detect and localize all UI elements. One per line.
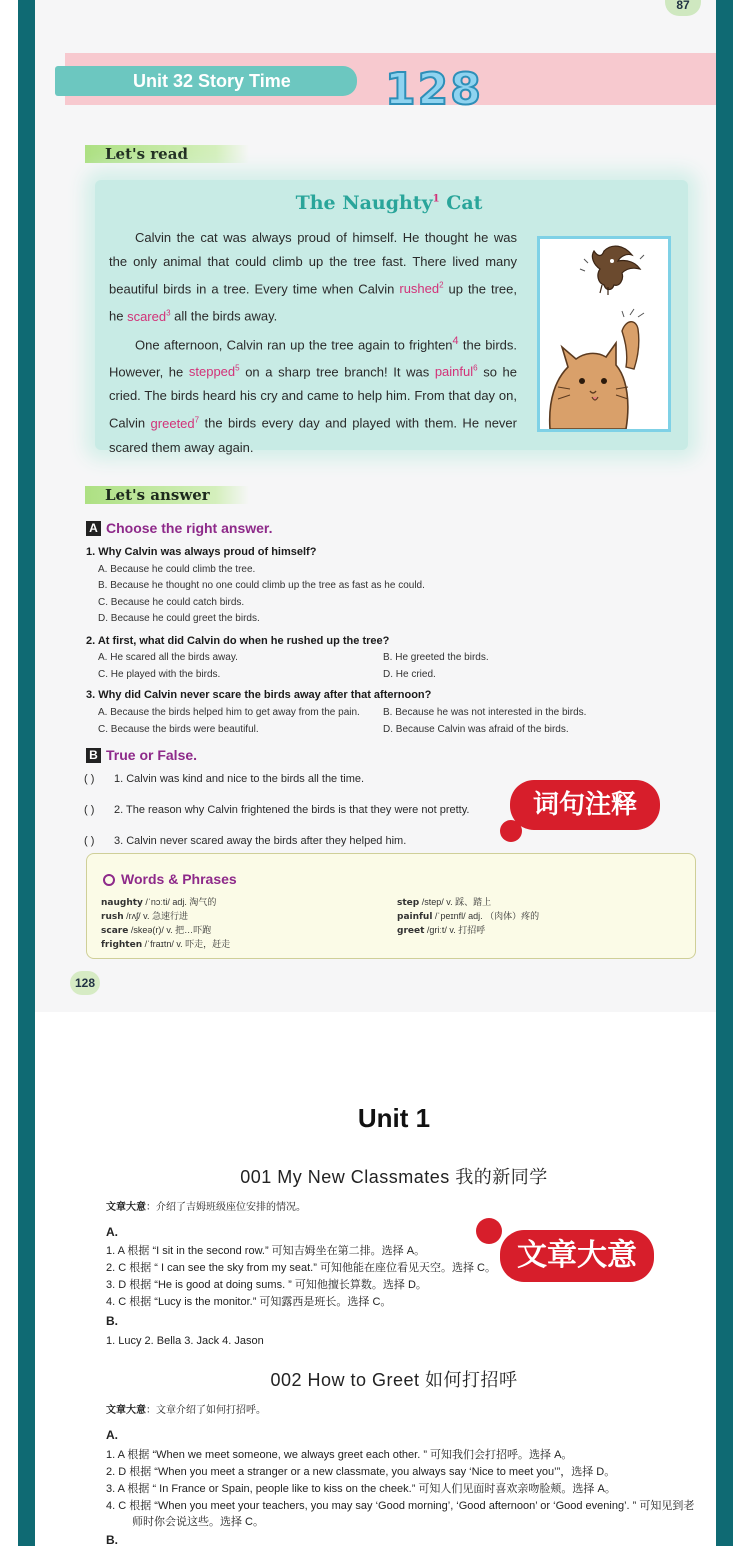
q2-option-c: C. He played with the birds. [98, 669, 221, 680]
lesson-1-section-a: A. [106, 1225, 118, 1239]
answer-key-unit-title: Unit 1 [357, 1103, 431, 1133]
word-item-6: painful /ˈpeɪnfl/ adj. （肉体）疼的 [397, 911, 540, 922]
headword-rushed: rushed$^2$ [399, 281, 444, 297]
answer-blank: ( ) [84, 835, 95, 847]
lesson-1-answer-1: 1. A 根据 “I sit in the second row.” 可知吉姆坐在第二排。选择 A。 [106, 1245, 426, 1257]
story-illustration [537, 236, 671, 432]
true-false-1: ( ) 1. Calvin was kind and nice to the birds all the time. [84, 773, 365, 785]
right-frame-border [716, 0, 733, 1546]
story-text [109, 226, 517, 460]
answer-blank: ( ) [84, 773, 95, 785]
headword-scared: scared$^3$ [127, 308, 171, 324]
question-2: 2. At first, what did Calvin do when he rushed up the tree? [86, 635, 390, 647]
lesson-2-answer-1: 1. A 根据 “When we meet someone, we always greet each other. ” 可知我们会打招呼。选择 A。 [106, 1449, 573, 1461]
q3-option-c: C. Because the birds were beautiful. [98, 724, 259, 735]
lesson-1-section-b: B. [106, 1314, 118, 1328]
lets-answer-heading: Let's answer [85, 486, 249, 504]
section-a-badge: A [86, 521, 101, 536]
word-item-7: greet /ɡriːt/ v. 打招呼 [397, 925, 486, 936]
lesson-1-answer-4: 4. C 根据 “Lucy is the monitor.” 可知露西是班长。选择 C。 [106, 1296, 392, 1308]
lesson-1-gist: 文章大意：介绍了吉姆班级座位安排的情况。 [106, 1202, 306, 1213]
section-a-heading: A Choose the right answer. [86, 520, 272, 536]
word-item-4: frighten /ˈfraɪtn/ v. 吓走，赶走 [101, 939, 231, 950]
stamp-dot [476, 1218, 502, 1244]
story-paragraph-1: Calvin the cat was always proud of himself. He thought he was the only animal that could climb up the tree fast. There lived many beautiful birds in a tree. Every time when Calvin rushed$^2$ up the tree, he scared$^3$ all the birds away. [109, 230, 517, 324]
story-title: The Naughty$^1$ Cat [295, 192, 483, 214]
cat-icon [550, 309, 644, 429]
lesson-2-answer-2: 2. D 根据 “When you meet a stranger or a new classmate, you always say ‘Nice to meet you’”，选择 D。 [106, 1466, 616, 1478]
true-false-2: ( ) 2. The reason why Calvin frightened the birds is that they were not pretty. [84, 804, 470, 816]
annotation-stamp: 文章大意 [500, 1230, 654, 1282]
q2-option-b: B. He greeted the birds. [383, 652, 489, 663]
story-paragraph-2: One afternoon, Calvin ran up the tree again to frighten$^4$ the birds. However, he stepped$^5$ on a sharp tree branch! It was painful$^6$ so he cried. The birds heard his cry and came to help him. From that day on, Calvin greeted$^7$ the birds every day and played with them. He never scared them away again. [109, 334, 517, 455]
story-number: 128 [385, 64, 483, 115]
words-phrases-title: Words & Phrases [103, 871, 237, 887]
lesson-2-answer-4-cont: 师时你会说这些。选择 C。 [132, 1516, 264, 1528]
unit-label: Unit 32 Story Time [55, 66, 357, 96]
lets-read-heading: Let's read [85, 145, 249, 163]
headword-stepped: stepped$^5$ [188, 363, 240, 380]
true-false-3: ( ) 3. Calvin never scared away the birds after they helped him. [84, 835, 407, 847]
lesson-2-answer-3: 3. A 根据 “ In France or Spain, people like to kiss on the cheek.” 可知人们见面时喜欢亲吻脸颊。选择 A。 [106, 1483, 616, 1495]
lesson-1-answer-3: 3. D 根据 “He is good at doing sums. ” 可知他擅长算数。选择 D。 [106, 1279, 427, 1291]
target-icon [103, 874, 115, 886]
lesson-2-gist: 文章大意：文章介绍了如何打招呼。 [106, 1405, 266, 1416]
annotation-stamp: 词句注释 [510, 780, 660, 830]
question-1: 1. Why Calvin was always proud of himself? [86, 546, 317, 558]
word-item-2: rush /rʌʃ/ v. 急速行进 [101, 911, 188, 922]
page-number: 128 [70, 971, 100, 995]
footnote-marker: 1 [432, 193, 440, 205]
q3-option-b: B. Because he was not interested in the birds. [383, 707, 587, 718]
previous-page-number: 87 [665, 0, 701, 16]
headword-painful: painful$^6$ [434, 363, 478, 380]
word-item-1: naughty /ˈnɔːti/ adj. 淘气的 [101, 897, 217, 908]
lesson-2-answer-4: 4. C 根据 “When you meet your teachers, you may say ‘Good morning’, ‘Good afternoon’ or ‘Good evening’. ” 可知见到老 [106, 1500, 695, 1512]
q2-option-a: A. He scared all the birds away. [98, 652, 238, 663]
lesson-2-section-a: A. [106, 1428, 118, 1442]
word-item-5: step /step/ v. 踩、踏上 [397, 897, 492, 908]
section-b-badge: B [86, 748, 101, 763]
lesson-2-title: 002 How to Greet 如何打招呼 [270, 1370, 518, 1390]
q3-option-d: D. Because Calvin was afraid of the birds. [383, 724, 569, 735]
section-b-heading: B True or False. [86, 747, 197, 763]
answer-blank: ( ) [84, 804, 95, 816]
words-phrases-box [86, 853, 696, 959]
q1-option-a: A. Because he could climb the tree. [98, 564, 256, 575]
lesson-1-answers-b: 1. Lucy 2. Bella 3. Jack 4. Jason [106, 1335, 264, 1347]
headword-greeted: greeted$^7$ [150, 415, 200, 431]
lesson-1-title: 001 My New Classmates 我的新同学 [240, 1167, 548, 1187]
q3-option-a: A. Because the birds helped him to get away from the pain. [98, 707, 360, 718]
q1-option-c: C. Because he could catch birds. [98, 597, 245, 608]
left-frame-border [18, 0, 35, 1546]
illustration-svg [540, 239, 668, 429]
question-3: 3. Why did Calvin never scare the birds away after that afternoon? [86, 689, 432, 701]
bird-icon [580, 246, 644, 295]
q1-option-b: B. Because he thought no one could climb up the tree as fast as he could. [98, 580, 425, 591]
q1-option-d: D. Because he could greet the birds. [98, 613, 260, 624]
q2-option-d: D. He cried. [383, 669, 436, 680]
word-item-3: scare /skeə(r)/ v. 把…吓跑 [101, 925, 212, 936]
lesson-2-section-b: B. [106, 1533, 118, 1547]
story-page [35, 0, 716, 1012]
lesson-1-answer-2: 2. C 根据 “ I can see the sky from my seat.” 可知他能在座位看见天空。选择 C。 [106, 1262, 496, 1274]
